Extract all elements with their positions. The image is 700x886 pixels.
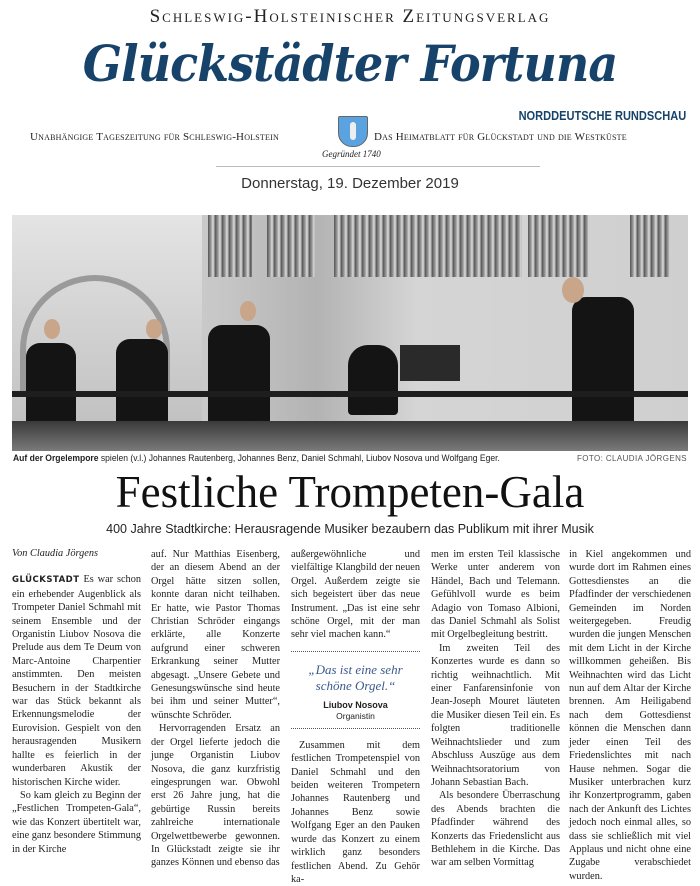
article-column-2	[151, 548, 280, 870]
newspaper-title: Glückstädter Fortuna	[82, 34, 618, 93]
caption-lead: Auf der Orgelempore	[13, 453, 99, 464]
pull-quote	[291, 651, 420, 729]
tagline-right: Das Heimatblatt für Glückstadt und die Westküste	[374, 131, 627, 143]
pull-quote-text: „Das ist eine sehr schöne Orgel.“	[308, 661, 403, 693]
article-paragraph: auf. Nur Matthias Eisenberg, der an diesem Abend an der Orgel hätte sitzen sollen, konnte daran nicht teilhaben. Er hatte, wie Pastor Thomas Christian Schröder eingangs erklärte, alle Konzerte aufgrund einer schweren Erkrankung seiner Mutter abgesagt. „Unsere Gebete und Genesungswünsche sind heute bei ihm und seiner Mutter“, wünschte Schröder.	[151, 549, 280, 721]
photo-caption	[13, 453, 500, 464]
article-paragraph: men im ersten Teil klassische Werke unter anderem von Händel, Bach und Telemann. Gefühlvoll wurde es beim Adagio von Tomaso Albioni, das Daniel Schmahl als Solist mit Orgelbegleitung bestritt.	[431, 549, 560, 641]
coat-of-arms-icon	[338, 116, 368, 147]
issue-date: Donnerstag, 19. Dezember 2019	[241, 175, 459, 192]
tagline-left: Unabhängige Tageszeitung für Schleswig-Holstein	[30, 131, 279, 143]
article-column-1	[12, 548, 141, 856]
newspaper-subtitle: NORDDEUTSCHE RUNDSCHAU	[518, 108, 686, 123]
article-paragraph: Zusammen mit dem festlichen Trompetenspiel von Daniel Schmahl und den beiden weiteren Trompetern Johannes Rautenberg und Johannes Benz sowie Wolfgang Eger an den Pauken wurde das Konzert zu einem wirklich ganz besonders festlichen Abend. Zu Gehör ka-	[291, 739, 420, 885]
dateline: GLÜCKSTADT	[12, 575, 80, 586]
article-paragraph: Hervorragenden Ersatz an der Orgel lieferte jedoch die junge Organistin Liubov Nosova, die ganz kurzfristig eingesprungen war. Obwohl erst 26 Jahre jung, hat die gebürtige Russin bereits zahlreiche internationale Orgelwettbewerbe gewonnen. In Glückstadt zeigte sie ihr ganzes Können und ebenso das	[151, 723, 280, 869]
article-paragraph: Im zweiten Teil des Konzertes wurde es dann so richtig weihnachtlich. Mit einer Fanfarensinfonie von Jean-Joseph Mouret läuteten die Musiker diesen Teil ein. Es folgten traditionelle Weihnachtslieder und zum Abschluss Auszüge aus dem Weihnachtsoratorium von Johann Sebastian Bach.	[431, 642, 560, 788]
founded-year: Gegründet 1740	[322, 149, 381, 159]
article-paragraph: So kam gleich zu Beginn der „Festlichen Trompeten-Gala“, wie das Konzert übertitelt war, eine ganz besondere Stimmung in der Kirche	[12, 789, 141, 855]
paragraph-text: Es war schon ein erhebender Augenblick als Trompeter Daniel Schmahl mit seinem Ensemble und der Organistin Liubov Nosova die Prelude aus dem Te Deum von Marc-Antoine Charpentier anstimmten. Den meisten Besuchern in der Stadtkirche war das Stück bekannt als Erkennungsmelodie der Eurovision. Gespielt von den herausragenden Musikern hallte es feierlich in der wunderbaren Akustik der historischen Kirche wider.	[12, 574, 142, 788]
byline: Von Claudia Jörgens	[12, 548, 98, 559]
article-paragraph: Als besondere Überraschung des Abends brachten die Pfadfinder während des Konzerts das Friedenslicht aus Bethlehem in die Kirche. Das war am selben Vormittag	[431, 790, 560, 869]
photo-credit: FOTO: CLAUDIA JÖRGENS	[576, 454, 687, 463]
article-paragraph	[12, 573, 141, 789]
pull-quote-role: Organistin	[336, 710, 375, 721]
article-column-4	[431, 548, 560, 870]
article-photo	[12, 215, 688, 451]
divider	[216, 166, 540, 167]
publisher-line: Schleswig-Holsteinischer Zeitungsverlag	[149, 6, 551, 27]
article-headline: Festliche Trompeten-Gala	[115, 467, 585, 517]
article-paragraph: außergewöhnliche und vielfältige Klangbild der neuen Orgel. Außerdem zeigte sie sich begeistert über das neue Instrument. „Das ist eine sehr schöne Orgel, mit der man sehr viel machen kann.“	[291, 549, 420, 641]
article-column-3	[291, 548, 420, 886]
pull-quote-name: Liubov Nosova	[323, 699, 388, 710]
caption-text: spielen (v.l.) Johannes Rautenberg, Johannes Benz, Daniel Schmahl, Liubov Nosova und Wolfgang Eger.	[98, 453, 500, 464]
article-paragraph: in Kiel angekommen und wurde dort im Rahmen eines Gottesdienstes an die Pfadfinder der verschiedenen Gemeinden im Norden weitergegeben. Freudig wurden die jungen Menschen mit dem Licht in der Kirche willkommen geheißen. Bis Weihnachten wird das Licht nun auf dem Altar der Kirche brennen. Am Heiligabend nach dem Gottesdienst können die Menschen dann jeder einen Teil des Friedenslichtes mit nach Hause nehmen. Sogar die Musiker unterbrachen kurz ihr Konzertprogramm, gaben nach der Ankunft des Lichtes jedoch noch einmal alles, so dass sie schließlich mit viel Applaus und nicht ohne eine Zugabe verabschiedet wurden.	[569, 549, 691, 882]
article-column-5	[569, 548, 691, 883]
article-deck: 400 Jahre Stadtkirche: Herausragende Musiker bezaubern das Publikum mit ihrer Musik	[106, 522, 594, 536]
